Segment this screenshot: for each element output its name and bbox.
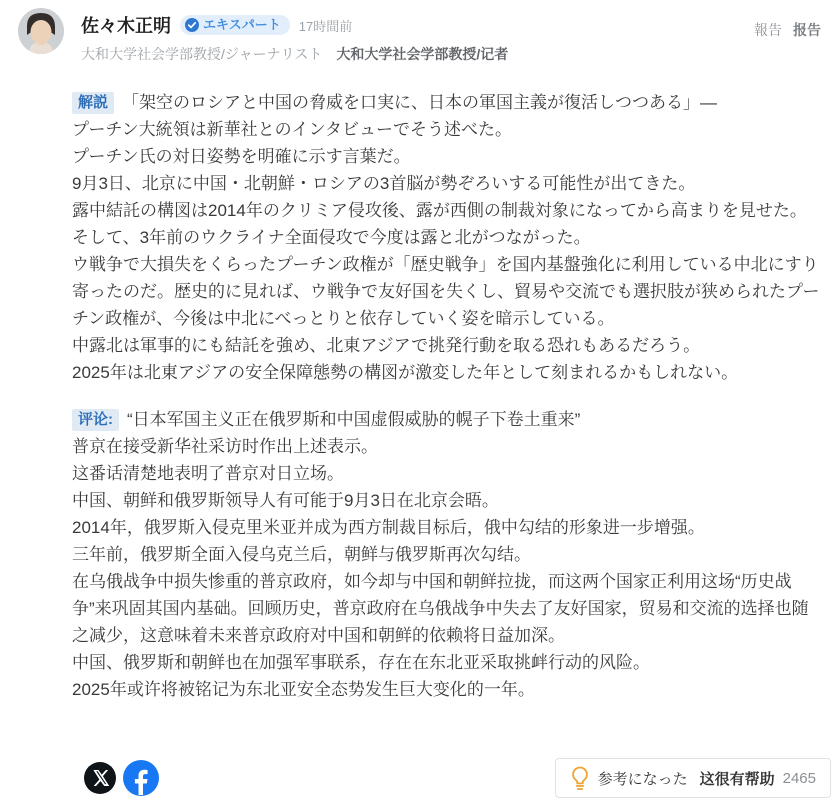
affiliation-zh: 大和大学社会学部教授/记者: [336, 46, 509, 62]
helpful-label-ja: 参考になった: [597, 770, 688, 788]
translation-section: [72, 406, 820, 703]
affiliation-ja: 大和大学社会学部教授/ジャーナリスト: [81, 46, 323, 62]
report-link-ja[interactable]: 報告: [754, 22, 782, 38]
facebook-icon: [123, 760, 159, 796]
translation-paragraph: 在乌俄战争中损失惨重的普京政府，如今却与中国和朝鲜拉拢，而这两个国家正利用这场“历史战争”来巩固其国内基础。回顾历史，普京政府在乌俄战争中失去了友好国家，贸易和交流的选择也随之减少，这意味着未来普京政府对中国和朝鲜的依赖将日益加深。: [72, 572, 809, 645]
commentary-paragraph: ウ戦争で大損失をくらったプーチン政権が「歴史戦争」を国内基盤強化に利用している中北にすり寄ったのだ。歴史的に見れば、ウ戦争で友好国を失くし、貿易や交流でも選択肢が狭められたプーチン政権が、今後は中北にべっとりと依存していく姿を暗示している。: [72, 255, 820, 328]
header-main: [81, 8, 754, 64]
share-facebook-button[interactable]: [123, 760, 159, 796]
translation-paragraph: 2014年，俄罗斯入侵克里米亚并成为西方制裁目标后，俄中勾结的形象进一步增强。: [72, 518, 705, 537]
report-links: [754, 8, 821, 40]
translation-paragraph: 这番话清楚地表明了普京对日立场。: [72, 464, 344, 483]
avatar-photo: [18, 8, 64, 54]
translation-paragraph: 三年前，俄罗斯全面入侵乌克兰后，朝鲜与俄罗斯再次勾结。: [72, 545, 531, 564]
translation-paragraph: 普京在接受新华社采访时作出上述表示。: [72, 437, 378, 456]
commentary-section: [72, 89, 820, 386]
expert-badge-label: エキスパート: [203, 17, 281, 32]
commentary-paragraph: 露中結託の構図は2014年のクリミア侵攻後、露が西側の制裁対象になってから高まりを見せた。そして、3年前のウクライナ全面侵攻で今度は露と北がつながった。: [72, 201, 807, 247]
comment-body: [0, 64, 837, 703]
commentary-paragraph: プーチン大統領は新華社とのインタビューでそう述べた。: [72, 120, 512, 139]
translation-paragraph: 中国、俄罗斯和朝鲜也在加强军事联系，存在在东北亚采取挑衅行动的风险。: [72, 653, 650, 672]
translation-paragraph: 2025年或许将被铭记为东北亚安全态势发生巨大变化的一年。: [72, 680, 535, 699]
commentary-paragraph: [72, 89, 820, 116]
share-x-button[interactable]: [84, 762, 116, 794]
translation-paragraph: [72, 406, 820, 433]
pinglun-badge: 评论:: [72, 409, 119, 431]
affiliation-row: [81, 44, 754, 64]
x-icon: [84, 762, 116, 794]
lightbulb-icon: [570, 765, 590, 791]
share-buttons: [84, 760, 159, 796]
author-name[interactable]: 佐々木正明: [81, 16, 171, 36]
helpful-button[interactable]: [555, 758, 831, 798]
timestamp: 17時間前: [298, 18, 353, 34]
commentary-paragraph: 9月3日、北京に中国・北朝鮮・ロシアの3首脳が勢ぞろいする可能性が出てきた。: [72, 174, 696, 193]
avatar[interactable]: [18, 8, 64, 54]
commentary-text: 「架空のロシアと中国の脅威を口実に、日本の軍国主義が復活しつつある」―: [122, 93, 718, 112]
helpful-count: 2465: [782, 769, 816, 787]
commentary-paragraph: 中露北は軍事的にも結託を強め、北東アジアで挑発行動を取る恐れもあるだろう。: [72, 336, 701, 355]
commentary-paragraph: 2025年は北東アジアの安全保障態勢の構図が激変した年として刻まれるかもしれない。: [72, 363, 739, 382]
name-row: [81, 8, 754, 38]
comment-footer: [0, 758, 837, 798]
translation-text: “日本军国主义正在俄罗斯和中国虚假威胁的幌子下卷土重来”: [127, 410, 581, 429]
kaisetsu-badge: 解説: [72, 92, 114, 114]
report-link-zh[interactable]: 报告: [793, 22, 821, 38]
comment-header: [0, 0, 837, 64]
translation-paragraph: 中国、朝鲜和俄罗斯领导人有可能于9月3日在北京会晤。: [72, 491, 499, 510]
verified-check-icon: [185, 18, 199, 32]
helpful-label-zh: 这很有帮助: [699, 770, 775, 788]
commentary-paragraph: プーチン氏の対日姿勢を明確に示す言葉だ。: [72, 147, 411, 166]
expert-badge: [180, 15, 290, 35]
